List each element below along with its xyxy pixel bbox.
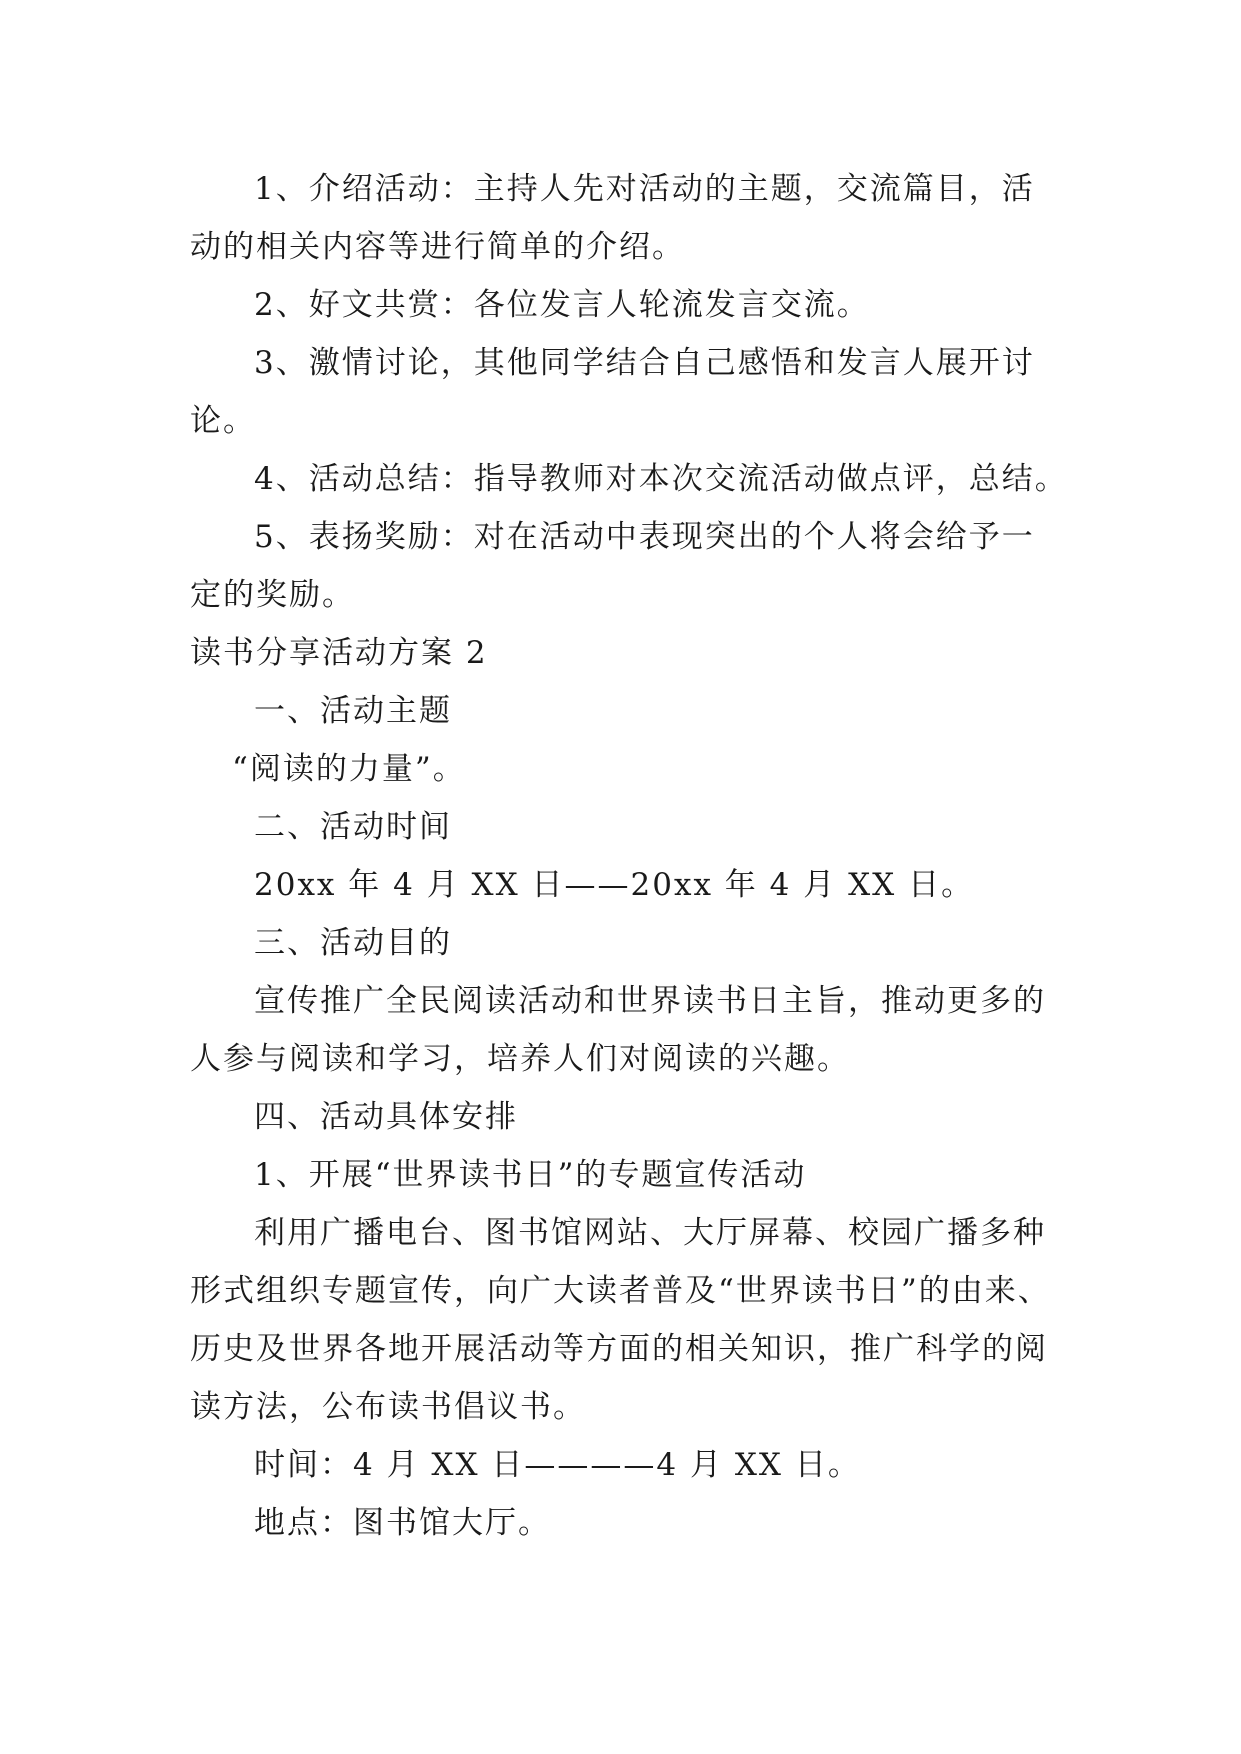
heading-line: 三、活动目的: [254, 925, 452, 961]
text-line: 读方法，公布读书倡议书。: [190, 1389, 586, 1425]
text-line: 时间：4 月 XX 日————4 月 XX 日。: [254, 1447, 861, 1483]
heading-line: 二、活动时间: [254, 809, 452, 845]
text-line: 20xx 年 4 月 XX 日——20xx 年 4 月 XX 日。: [254, 867, 975, 903]
heading-line: 一、活动主题: [254, 693, 452, 729]
text-line: 人参与阅读和学习，培养人们对阅读的兴趣。: [190, 1041, 850, 1077]
text-line: 定的奖励。: [190, 577, 355, 613]
text-line: 宣传推广全民阅读活动和世界读书日主旨，推动更多的: [254, 983, 1046, 1019]
text-line: 利用广播电台、图书馆网站、大厅屏幕、校园广播多种: [254, 1215, 1046, 1251]
text-line: 1、介绍活动：主持人先对活动的主题，交流篇目，活: [254, 171, 1035, 207]
text-line: 4、活动总结：指导教师对本次交流活动做点评，总结。: [254, 461, 1068, 497]
text-line: 历史及世界各地开展活动等方面的相关知识，推广科学的阅: [190, 1331, 1048, 1367]
text-line: 论。: [190, 403, 256, 439]
section-title: 读书分享活动方案 2: [190, 635, 488, 671]
text-line: 2、好文共赏：各位发言人轮流发言交流。: [254, 287, 870, 323]
document-page: [190, 160, 1070, 1552]
text-line: 地点：图书馆大厅。: [254, 1505, 551, 1541]
heading-line: 四、活动具体安排: [254, 1099, 518, 1135]
text-line: 5、表扬奖励：对在活动中表现突出的个人将会给予一: [254, 519, 1035, 555]
text-line: 3、激情讨论，其他同学结合自己感悟和发言人展开讨: [254, 345, 1035, 381]
text-line: 动的相关内容等进行简单的介绍。: [190, 229, 685, 265]
text-line: 1、开展“世界读书日”的专题宣传活动: [254, 1157, 807, 1193]
text-line: “阅读的力量”。: [232, 751, 466, 787]
text-line: 形式组织专题宣传，向广大读者普及“世界读书日”的由来、: [190, 1273, 1051, 1309]
